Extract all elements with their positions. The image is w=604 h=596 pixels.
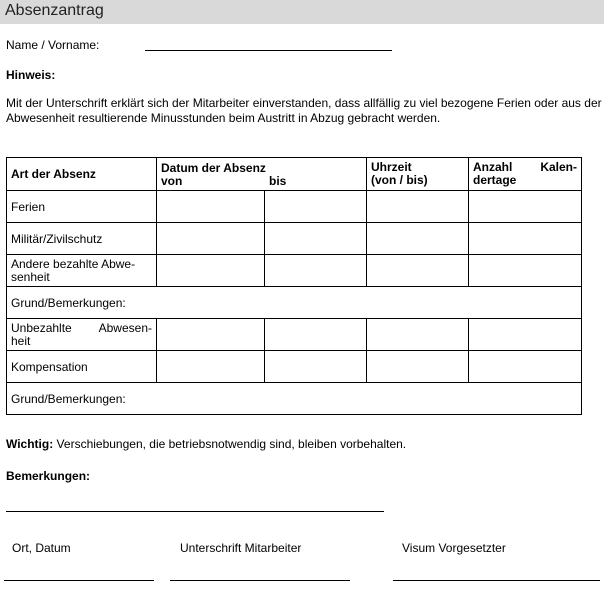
header-uhrzeit-1: Uhrzeit <box>371 160 412 174</box>
form-title: Absenzantrag <box>5 2 104 19</box>
bemerkungen-label: Bemerkungen: <box>6 469 91 483</box>
row-andere-1: Andere bezahlte Abwe- <box>11 256 136 271</box>
unterschrift-line[interactable] <box>170 580 350 581</box>
header-anzahl-1a: Anzahl <box>473 160 513 174</box>
table-cell[interactable] <box>265 255 367 287</box>
row-andere-2: senheit <box>11 269 50 284</box>
visum-line[interactable] <box>393 580 600 581</box>
table-cell[interactable] <box>265 319 367 351</box>
row-unbezahlt-label <box>7 319 157 351</box>
table-cell[interactable] <box>469 351 582 383</box>
hinweis-label: Hinweis: <box>6 68 56 82</box>
row-grund-1-label[interactable]: Grund/Bemerkungen: <box>7 287 582 319</box>
form-title-bar <box>0 0 604 24</box>
table-row <box>7 383 582 415</box>
name-field-line[interactable] <box>145 50 392 51</box>
header-anzahl-2: dertage <box>473 173 517 187</box>
table-row <box>7 287 582 319</box>
row-unbezahlt-2: heit <box>11 333 31 348</box>
row-grund-2-label[interactable]: Grund/Bemerkungen: <box>7 383 582 415</box>
table-cell[interactable] <box>367 223 469 255</box>
table-row <box>7 191 582 223</box>
header-anzahl-1b: Kalen- <box>540 160 577 174</box>
header-uhrzeit-2: (von / bis) <box>371 173 428 187</box>
table-cell[interactable] <box>265 223 367 255</box>
unterschrift-label: Unterschrift Mitarbeiter <box>180 541 302 555</box>
table-header-row <box>7 158 582 191</box>
table-cell[interactable] <box>469 319 582 351</box>
row-ferien-label: Ferien <box>7 191 157 223</box>
table-cell[interactable] <box>157 351 265 383</box>
header-datum-label: Datum der Absenz <box>161 160 266 175</box>
table-row <box>7 319 582 351</box>
row-unbezahlt-1b: Abwesen- <box>98 320 152 335</box>
ort-datum-line[interactable] <box>4 580 154 581</box>
table-cell[interactable] <box>367 191 469 223</box>
table-cell[interactable] <box>265 191 367 223</box>
visum-label: Visum Vorgesetzter <box>402 541 506 555</box>
wichtig-label: Wichtig: <box>6 437 54 451</box>
name-label: Name / Vorname: <box>6 38 100 52</box>
table-cell[interactable] <box>469 191 582 223</box>
table-cell[interactable] <box>157 255 265 287</box>
table-cell[interactable] <box>265 351 367 383</box>
header-uhrzeit <box>367 158 469 191</box>
wichtig-note <box>6 437 406 451</box>
table-cell[interactable] <box>157 191 265 223</box>
header-art: Art der Absenz <box>7 158 157 191</box>
table-row <box>7 255 582 287</box>
table-cell[interactable] <box>157 319 265 351</box>
header-anzahl <box>469 158 582 191</box>
table-cell[interactable] <box>367 351 469 383</box>
bemerkungen-field-line[interactable] <box>6 511 384 512</box>
header-datum <box>157 158 367 191</box>
hinweis-text: Mit der Unterschrift erklärt sich der Mitarbeiter einverstanden, dass allfällig zu viel bezogene Ferien oder aus der Abwesenheit resultierende Minusstunden beim Austritt in Abzug gebracht werden. <box>6 96 602 125</box>
header-von: von <box>161 173 183 188</box>
table-cell[interactable] <box>469 223 582 255</box>
row-kompensation-label: Kompensation <box>7 351 157 383</box>
header-bis: bis <box>269 173 287 188</box>
row-unbezahlt-1a: Unbezahlte <box>11 320 72 335</box>
table-cell[interactable] <box>157 223 265 255</box>
ort-datum-label: Ort, Datum <box>12 541 71 555</box>
row-militaer-label: Militär/Zivilschutz <box>7 223 157 255</box>
table-row <box>7 351 582 383</box>
row-andere-label <box>7 255 157 287</box>
wichtig-text: Verschiebungen, die betriebsnotwendig sind, bleiben vorbehalten. <box>53 437 407 451</box>
absence-table <box>6 157 582 415</box>
table-row <box>7 223 582 255</box>
table-cell[interactable] <box>469 255 582 287</box>
table-cell[interactable] <box>367 319 469 351</box>
table-cell[interactable] <box>367 255 469 287</box>
